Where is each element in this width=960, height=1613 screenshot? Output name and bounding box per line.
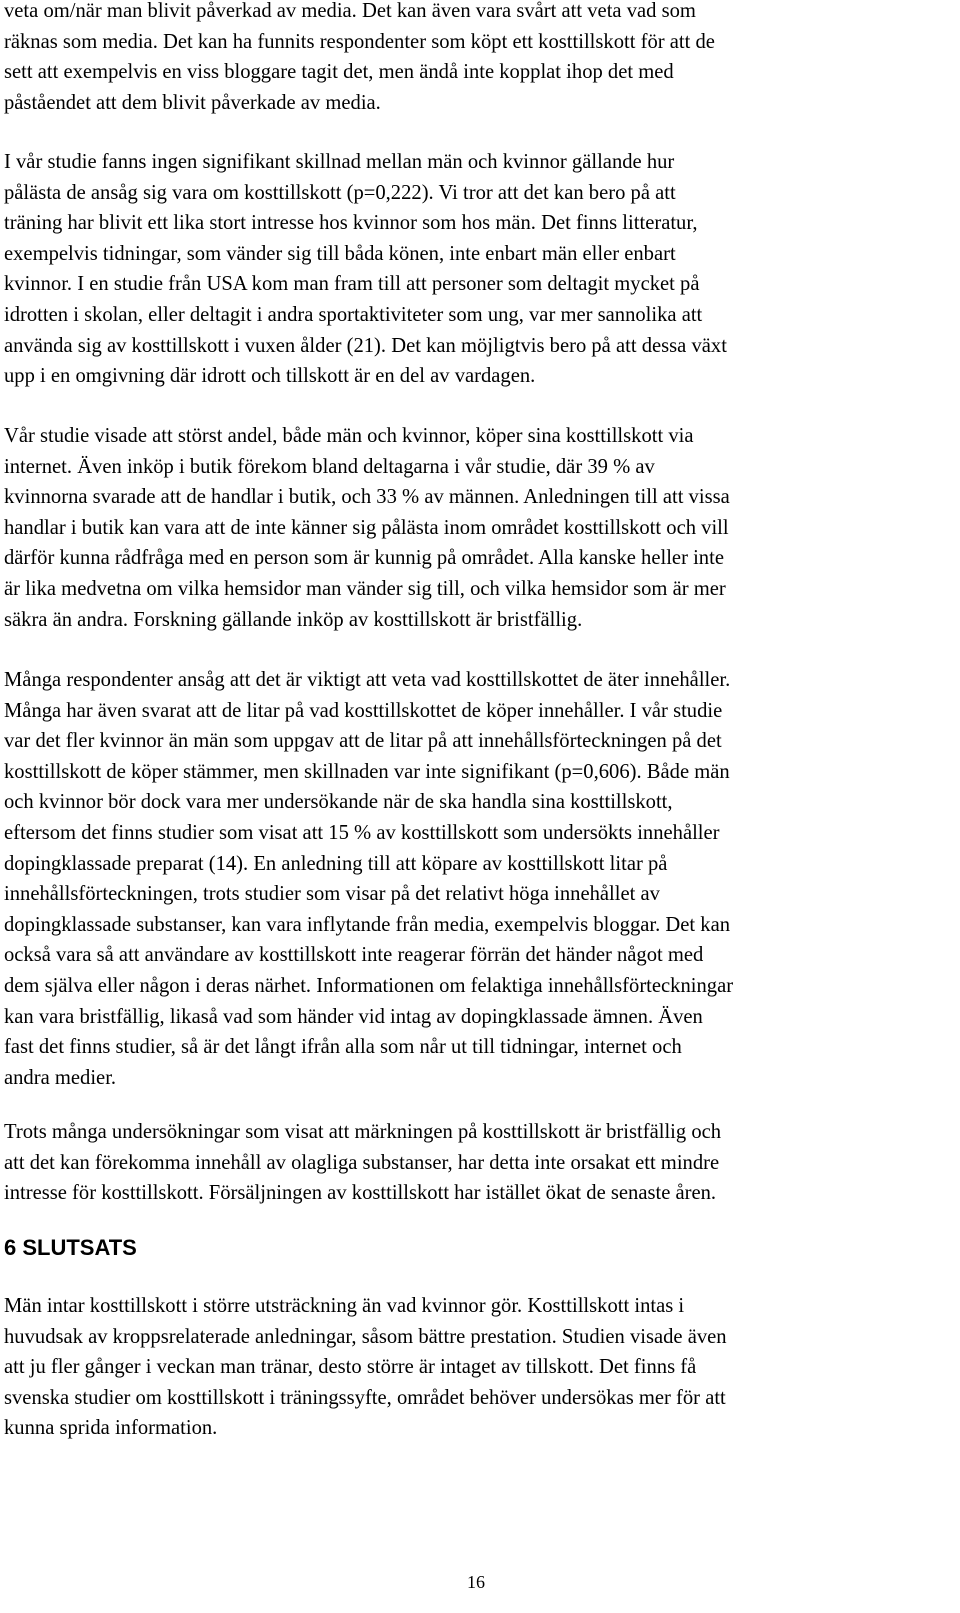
- paragraph-conclusion: [4, 1291, 727, 1444]
- text-line: fast det finns studier, så är det långt ifrån alla som når ut till tidningar, internet och: [4, 1036, 682, 1059]
- text-line: dopingklassade preparat (14). En anledning till att köpare av kosttillskott litar på: [4, 852, 668, 875]
- text-line: dopingklassade substanser, kan vara inflytande från media, exempelvis bloggar. Det kan: [4, 913, 731, 936]
- text-line: var det fler kvinnor än män som uppgav att de litar på att innehållsförteckningen på det: [4, 730, 722, 753]
- text-line: upp i en omgivning där idrott och tillskott är en del av vardagen.: [4, 365, 536, 388]
- text-line: I vår studie fanns ingen signifikant skillnad mellan män och kvinnor gällande hur: [4, 151, 675, 173]
- text-line: kan vara bristfällig, likaså vad som händer vid intag av dopingklassade ämnen. Även: [4, 1005, 703, 1028]
- text-line: Trots många undersökningar som visat att märkningen på kosttillskott är bristfällig och: [4, 1121, 722, 1143]
- text-line: kvinnorna svarade att de handlar i butik, och 33 % av männen. Anledningen till att vissa: [4, 486, 730, 509]
- text-line: Många respondenter ansåg att det är viktigt att veta vad kosttillskottet de äter innehåller.: [4, 669, 731, 691]
- paragraph-media-influence: [4, 0, 715, 118]
- text-line: svenska studier om kosttillskott i träningssyfte, området behöver undersökas mer för att: [4, 1386, 726, 1409]
- text-line: intresse för kosttillskott. Försäljningen av kosttillskott har istället ökat de senaste åren.: [4, 1182, 717, 1205]
- paragraph-purchase-channels: [4, 421, 730, 635]
- text-line: påståendet att dem blivit påverkade av media.: [4, 91, 381, 114]
- text-line: Många har även svarat att de litar på vad kosttillskottet de köper innehåller. I vår studie: [4, 699, 723, 722]
- text-line: Vår studie visade att störst andel, både män och kvinnor, köper sina kosttillskott via: [4, 425, 694, 447]
- text-line: kosttillskott de köper stämmer, men skillnaden var inte signifikant (p=0,606). Både män: [4, 760, 730, 783]
- paragraph-labeling: [4, 1117, 721, 1209]
- section-heading: 6 SLUTSATS: [4, 1235, 137, 1260]
- text-line: att det kan förekomma innehåll av olagliga substanser, har detta inte orsakat ett mindre: [4, 1151, 720, 1174]
- text-line: veta om/när man blivit påverkad av media. Det kan även vara svårt att veta vad som: [4, 0, 696, 22]
- text-line: handlar i butik kan vara att de inte känner sig pålästa inom området kosttillskott och vill: [4, 516, 729, 539]
- text-line: därför kunna rådfråga med en person som är kunnig på området. Alla kanske heller inte: [4, 547, 724, 570]
- text-line: eftersom det finns studier som visat att 15 % av kosttillskott som undersökts innehåller: [4, 821, 720, 844]
- text-line: kunna sprida information.: [4, 1417, 218, 1440]
- text-line: innehållsförteckningen, trots studier som visar på det relativt höga innehållet av: [4, 883, 660, 906]
- text-line: och kvinnor bör dock vara mer undersökande när de ska handla sina kosttillskott,: [4, 791, 673, 814]
- text-line: internet. Även inköp i butik förekom bland deltagarna i vår studie, där 39 % av: [4, 455, 655, 478]
- text-line: räknas som media. Det kan ha funnits respondenter som köpt ett kosttillskott för att de: [4, 30, 715, 53]
- page-number: 16: [467, 1572, 485, 1592]
- paragraph-content-trust: [4, 665, 733, 1093]
- text-line: att ju fler gånger i veckan man tränar, desto större är intaget av tillskott. Det finns få: [4, 1356, 697, 1379]
- text-line: är lika medvetna om vilka hemsidor man vänder sig till, och vilka hemsidor som är mer: [4, 577, 726, 600]
- text-line: huvudsak av kroppsrelaterade anledningar, såsom bättre prestation. Studien visade även: [4, 1325, 727, 1348]
- text-line: pålästa de ansåg sig vara om kosttillskott (p=0,222). Vi tror att det kan bero på att: [4, 181, 676, 204]
- text-line: exempelvis tidningar, som vänder sig till båda könen, inte enbart män eller enbart: [4, 242, 676, 265]
- text-line: också vara så att användare av kosttillskott inte reagerar förrän det händer något med: [4, 944, 704, 967]
- text-line: kvinnor. I en studie från USA kom man fram till att personer som deltagit mycket på: [4, 273, 700, 296]
- text-line: träning har blivit ett lika stort intresse hos kvinnor som hos män. Det finns litteratur,: [4, 212, 698, 235]
- text-line: säkra än andra. Forskning gällande inköp av kosttillskott är bristfällig.: [4, 608, 583, 631]
- text-line: idrotten i skolan, eller deltagit i andra sportaktiviteter som ung, var mer sannolika att: [4, 303, 703, 326]
- text-line: andra medier.: [4, 1066, 117, 1089]
- text-line: sett att exempelvis en viss bloggare tagit det, men ändå inte kopplat ihop det med: [4, 61, 674, 84]
- text-line: använda sig av kosttillskott i vuxen ålder (21). Det kan möjligtvis bero på att dessa växt: [4, 334, 727, 357]
- text-line: dem själva eller någon i deras närhet. Informationen om felaktiga innehållsförteckningar: [4, 974, 734, 997]
- text-line: Män intar kosttillskott i större utsträckning än vad kvinnor gör. Kosttillskott intas i: [4, 1295, 685, 1317]
- paragraph-gender-knowledge: [4, 147, 727, 392]
